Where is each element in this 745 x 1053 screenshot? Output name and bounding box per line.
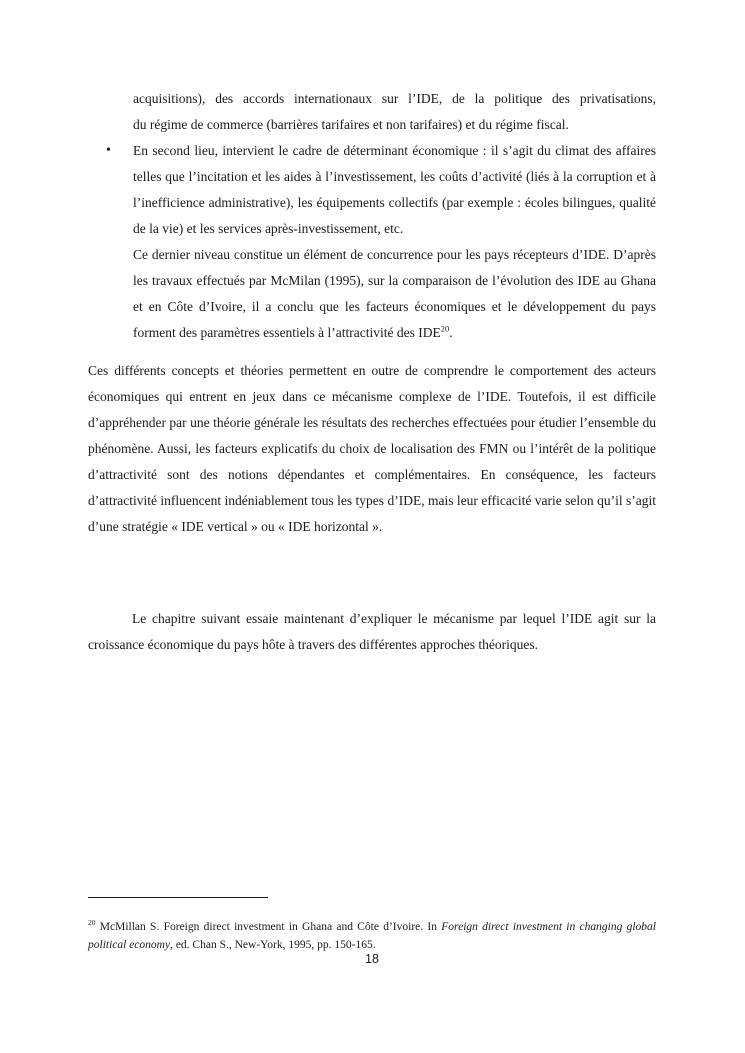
bullet-continuation-end: . — [449, 325, 453, 340]
footnote — [88, 918, 656, 954]
footnote-number: 20 — [88, 918, 96, 928]
continued-item-line-1: acquisitions), des accords internationaux sur l’IDE, de la politique des privatisations, — [133, 91, 656, 106]
footnote-separator — [88, 897, 268, 898]
paragraph-concepts: Ces différents concepts et théories permettent en outre de comprendre le comportement des acteurs économiques qui entrent en jeux dans ce mécanisme complexe de l’IDE. Toutefois, il est difficile d’appréhender par une théorie générale les résultats des recherches effectuées pour étudier l’ensemble du phénomène. Aussi, les facteurs explicatifs du choix de localisation des FMN ou l’intérêt de la politique d’attractivité sont des notions dépendantes et complémentaires. En conséquence, les facteurs d’attractivité influencent indéniablement tous les types d’IDE, mais leur efficacité varie selon qu’il s’agit d’une stratégie « IDE vertical » ou « IDE horizontal ». — [88, 363, 656, 534]
bullet-continuation-paragraph — [133, 242, 656, 346]
bullet-continuation-text: Ce dernier niveau constitue un élément de concurrence pour les pays récepteurs d’IDE. D’après les travaux effectués par McMilan (1995), sur la comparaison de l’évolution des IDE au Ghana et en Côte d’Ivoire, il a conclu que les facteurs économiques et le développement du pays forment des paramètres essentiels à l’attractivité des IDE — [133, 247, 656, 340]
bullet-item-economic-framework: En second lieu, intervient le cadre de déterminant économique : il s’agit du climat des affaires telles que l’incitation et les aides à l’investissement, les coûts d’activité (liés à la corruption et à l’inefficience administrative), les équipements collectifs (par exemple : écoles bilingues, qualité de la vie) et les services après-investissement, etc. — [133, 143, 656, 236]
bullet-icon: • — [106, 143, 111, 158]
continued-list-item — [133, 86, 656, 138]
footnote-text-before: McMillan S. Foreign direct investment in Ghana and Côte d’Ivoire. In — [95, 921, 442, 933]
footnote-text-after: , ed. Chan S., New-York, 1995, pp. 150-165. — [170, 939, 376, 951]
paragraph-next-chapter: Le chapitre suivant essaie maintenant d’expliquer le mécanisme par lequel l’IDE agit sur la croissance économique du pays hôte à travers des différentes approches théoriques. — [88, 611, 656, 652]
page-number: 18 — [365, 952, 379, 966]
continued-item-line-2: du régime de commerce (barrières tarifaires et non tarifaires) et du régime fiscal. — [133, 117, 569, 132]
footnote-title: Foreign direct investment in changing global political economy — [88, 921, 656, 951]
footnote-reference[interactable]: 20 — [440, 323, 450, 334]
